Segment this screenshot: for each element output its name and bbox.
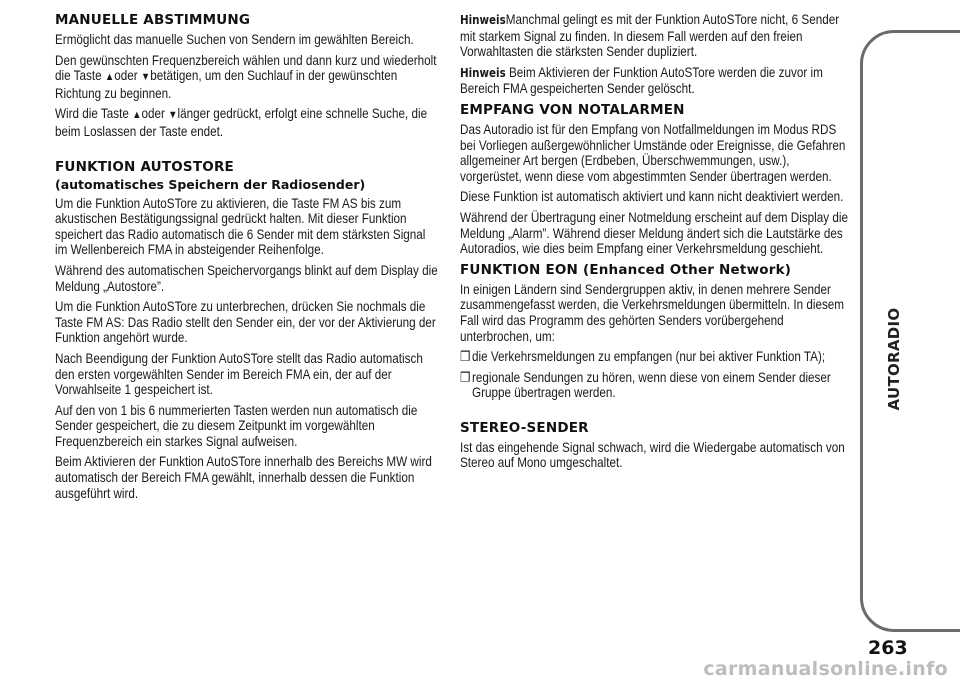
paragraph: Nach Beendigung der Funktion AutoSTore stellt das Radio automatisch den ersten vorgewählten Sender im Bereich FMA ein, der auf der Vorwahlseite 1 gespeichert ist. — [55, 350, 423, 398]
note-paragraph: HinweisManchmal gelingt es mit der Funktion AutoSTore nicht, 6 Sender mit starkem Signal zu finden. In diesem Fall werden auf den freien Vorwahltasten die stärksten Sender dupliziert. — [460, 12, 840, 60]
checkbox-bullet-icon: ❒ — [460, 349, 471, 365]
paragraph: Das Autoradio ist für den Empfang von Notfallmeldungen im Modus RDS bei Vorliegen außergewöhnlicher Umstände oder Ereignisse, die Gefahren allgemeiner Art bergen (Erdbeben, Überschwemmungen, usw.), vorgerüstet, wenn diese vom abgestimmten Sender übertragen werden. — [460, 121, 846, 184]
paragraph: Ist das eingehende Signal schwach, wird die Wiedergabe automatisch von Stereo auf Mono umgeschaltet. — [460, 439, 845, 471]
list-item: ❒ die Verkehrsmeldungen zu empfangen (nur bei aktiver Funktion TA); — [460, 349, 826, 365]
paragraph: Beim Aktivieren der Funktion AutoSTore innerhalb des Bereichs MW wird automatisch der Bereich FMA gewählt, innerhalb dessen die Funktion ausgeführt wird. — [55, 454, 432, 501]
paragraph: Auf den von 1 bis 6 nummerierten Tasten werden nun automatisch die Sender gespeichert, die zu diesem Zeitpunkt im vorgewählten Frequenzbereich ein starkes Signal aufweisen. — [55, 402, 418, 449]
paragraph: Ermöglicht das manuelle Suchen von Sendern im gewählten Bereich. — [55, 32, 414, 47]
paragraph: In einigen Ländern sind Sendergruppen aktiv, in denen mehrere Sender zusammengefasst werden, die Verkehrsmeldungen übermitteln. In diesem Fall wird das Programm des gehörten Senders vorübergehend unterbrochen, um: — [460, 281, 845, 344]
paragraph: Während der Übertragung einer Notmeldung erscheint auf dem Display die Meldung „Alarm”. Während dieser Meldung ändert sich die Lautstärke des Autoradios, wie dies beim Empfang einer Verkehrsmeldung geschieht. — [460, 209, 848, 257]
page-number: 263 — [868, 637, 908, 659]
paragraph: Den gewünschten Frequenzbereich wählen und dann kurz und wiederholt die Taste ▲oder ▼betätigen, um den Suchlauf in der gewünschten Richtung zu beginnen. — [55, 52, 437, 101]
side-tab — [860, 30, 960, 632]
arrow-up-icon: ▲ — [132, 109, 142, 122]
list-item: ❒ regionale Sendungen zu hören, wenn diese von einem Sender dieser Gruppe übertragen werden. — [460, 369, 831, 401]
left-column — [55, 12, 440, 506]
note-lead: Hinweis — [460, 13, 506, 27]
arrow-down-icon: ▼ — [140, 71, 151, 84]
section-subheading: (automatisches Speichern der Radiosender) — [55, 176, 366, 192]
paragraph: Um die Funktion AutoSTore zu unterbrechen, drücken Sie nochmals die Taste FM AS: Das Radio stellt den Sender ein, der vor der Aktivierung der Funktion angehört wurde. — [55, 299, 436, 346]
paragraph: Während des automatischen Speichervorgangs blinkt auf dem Display die Meldung „Autostore”. — [55, 262, 438, 294]
section-heading-manuelle-abstimmung: MANUELLE ABSTIMMUNG — [55, 12, 251, 28]
right-column — [460, 12, 850, 476]
section-heading-funktion-eon: FUNKTION EON (Enhanced Other Network) — [460, 261, 792, 278]
paragraph: Um die Funktion AutoSTore zu aktivieren, die Taste FM AS bis zum akustischen Bestätigungssignal gedrückt halten. Mit dieser Funktion speichert das Radio automatisch die 6 Sender mit dem stärksten Signal im Wellenbereich FMA in absteigender Reihenfolge. — [55, 195, 426, 258]
checkbox-bullet-icon: ❒ — [460, 369, 471, 385]
arrow-up-icon: ▲ — [104, 71, 115, 84]
note-lead: Hinweis — [460, 65, 506, 80]
section-heading-empfang-von-notalarmen: EMPFANG VON NOTALARMEN — [460, 101, 685, 118]
paragraph: Wird die Taste ▲oder ▼länger gedrückt, erfolgt eine schnelle Suche, die beim Loslassen der Taste endet. — [55, 106, 428, 139]
section-heading-stereo-sender: STEREO-SENDER — [460, 419, 589, 436]
note-paragraph: Hinweis Beim Aktivieren der Funktion AutoSTore werden die zuvor im Bereich FMA gespeicherten Sender gelöscht. — [460, 64, 823, 97]
paragraph: Diese Funktion ist automatisch aktiviert und kann nicht deaktiviert werden. — [460, 189, 844, 205]
arrow-down-icon: ▼ — [168, 109, 178, 122]
watermark: carmanualsonline.info — [703, 658, 948, 680]
section-heading-funktion-autostore: FUNKTION AUTOSTORE — [55, 158, 234, 175]
